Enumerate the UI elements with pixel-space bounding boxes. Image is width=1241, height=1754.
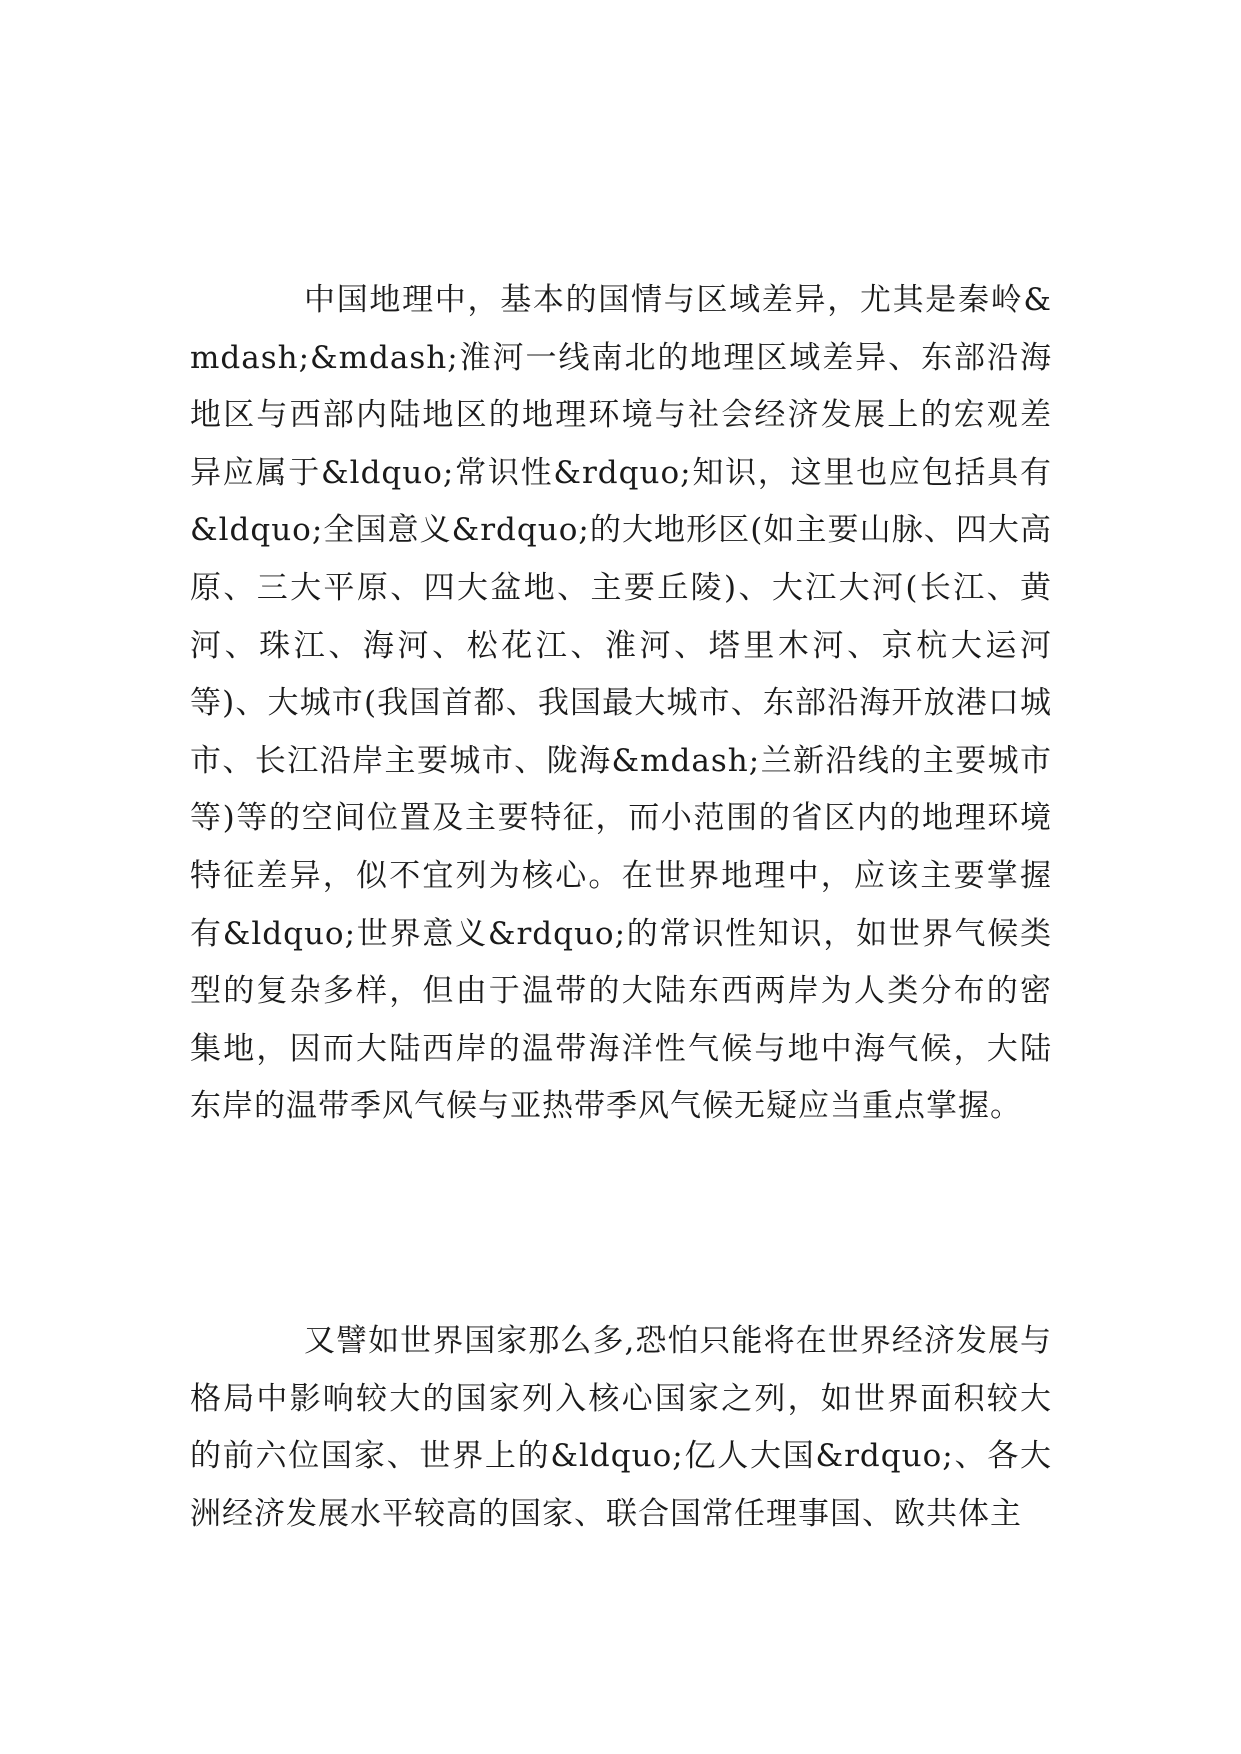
paragraph-geography-china-world: 中国地理中，基本的国情与区域差异，尤其是秦岭&mdash;&mdash;淮河一线南北的地理区域差异、东部沿海地区与西部内陆地区的地理环境与社会经济发展上的宏观差异应属于&ldquo;常识性&rdquo;知识，这里也应包括具有&ldquo;全国意义&rdquo;的大地形区(如主要山脉、四大高原、三大平原、四大盆地、主要丘陵)、大江大河(长江、黄河、珠江、海河、松花江、淮河、塔里木河、京杭大运河等)、大城市(我国首都、我国最大城市、东部沿海开放港口城市、长江沿岸主要城市、陇海&mdash;兰新沿线的主要城市等)等的空间位置及主要特征，而小范围的省区内的地理环境特征差异，似不宜列为核心。在世界地理中，应该主要掌握有&ldquo;世界意义&rdquo;的常识性知识，如世界气候类型的复杂多样，但由于温带的大陆东西两岸为人类分布的密集地，因而大陆西岸的温带海洋性气候与地中海气候，大陆东岸的温带季风气候与亚热带季风气候无疑应当重点掌握。	[190, 282, 1052, 1125]
paragraph-core-countries: 又譬如世界国家那么多,恐怕只能将在世界经济发展与格局中影响较大的国家列入核心国家之列，如世界面积较大的前六位国家、世界上的&ldquo;亿人大国&rdquo;、各大洲经济发展水平较高的国家、联合国常任理事国、欧共体主	[190, 1323, 1052, 1532]
